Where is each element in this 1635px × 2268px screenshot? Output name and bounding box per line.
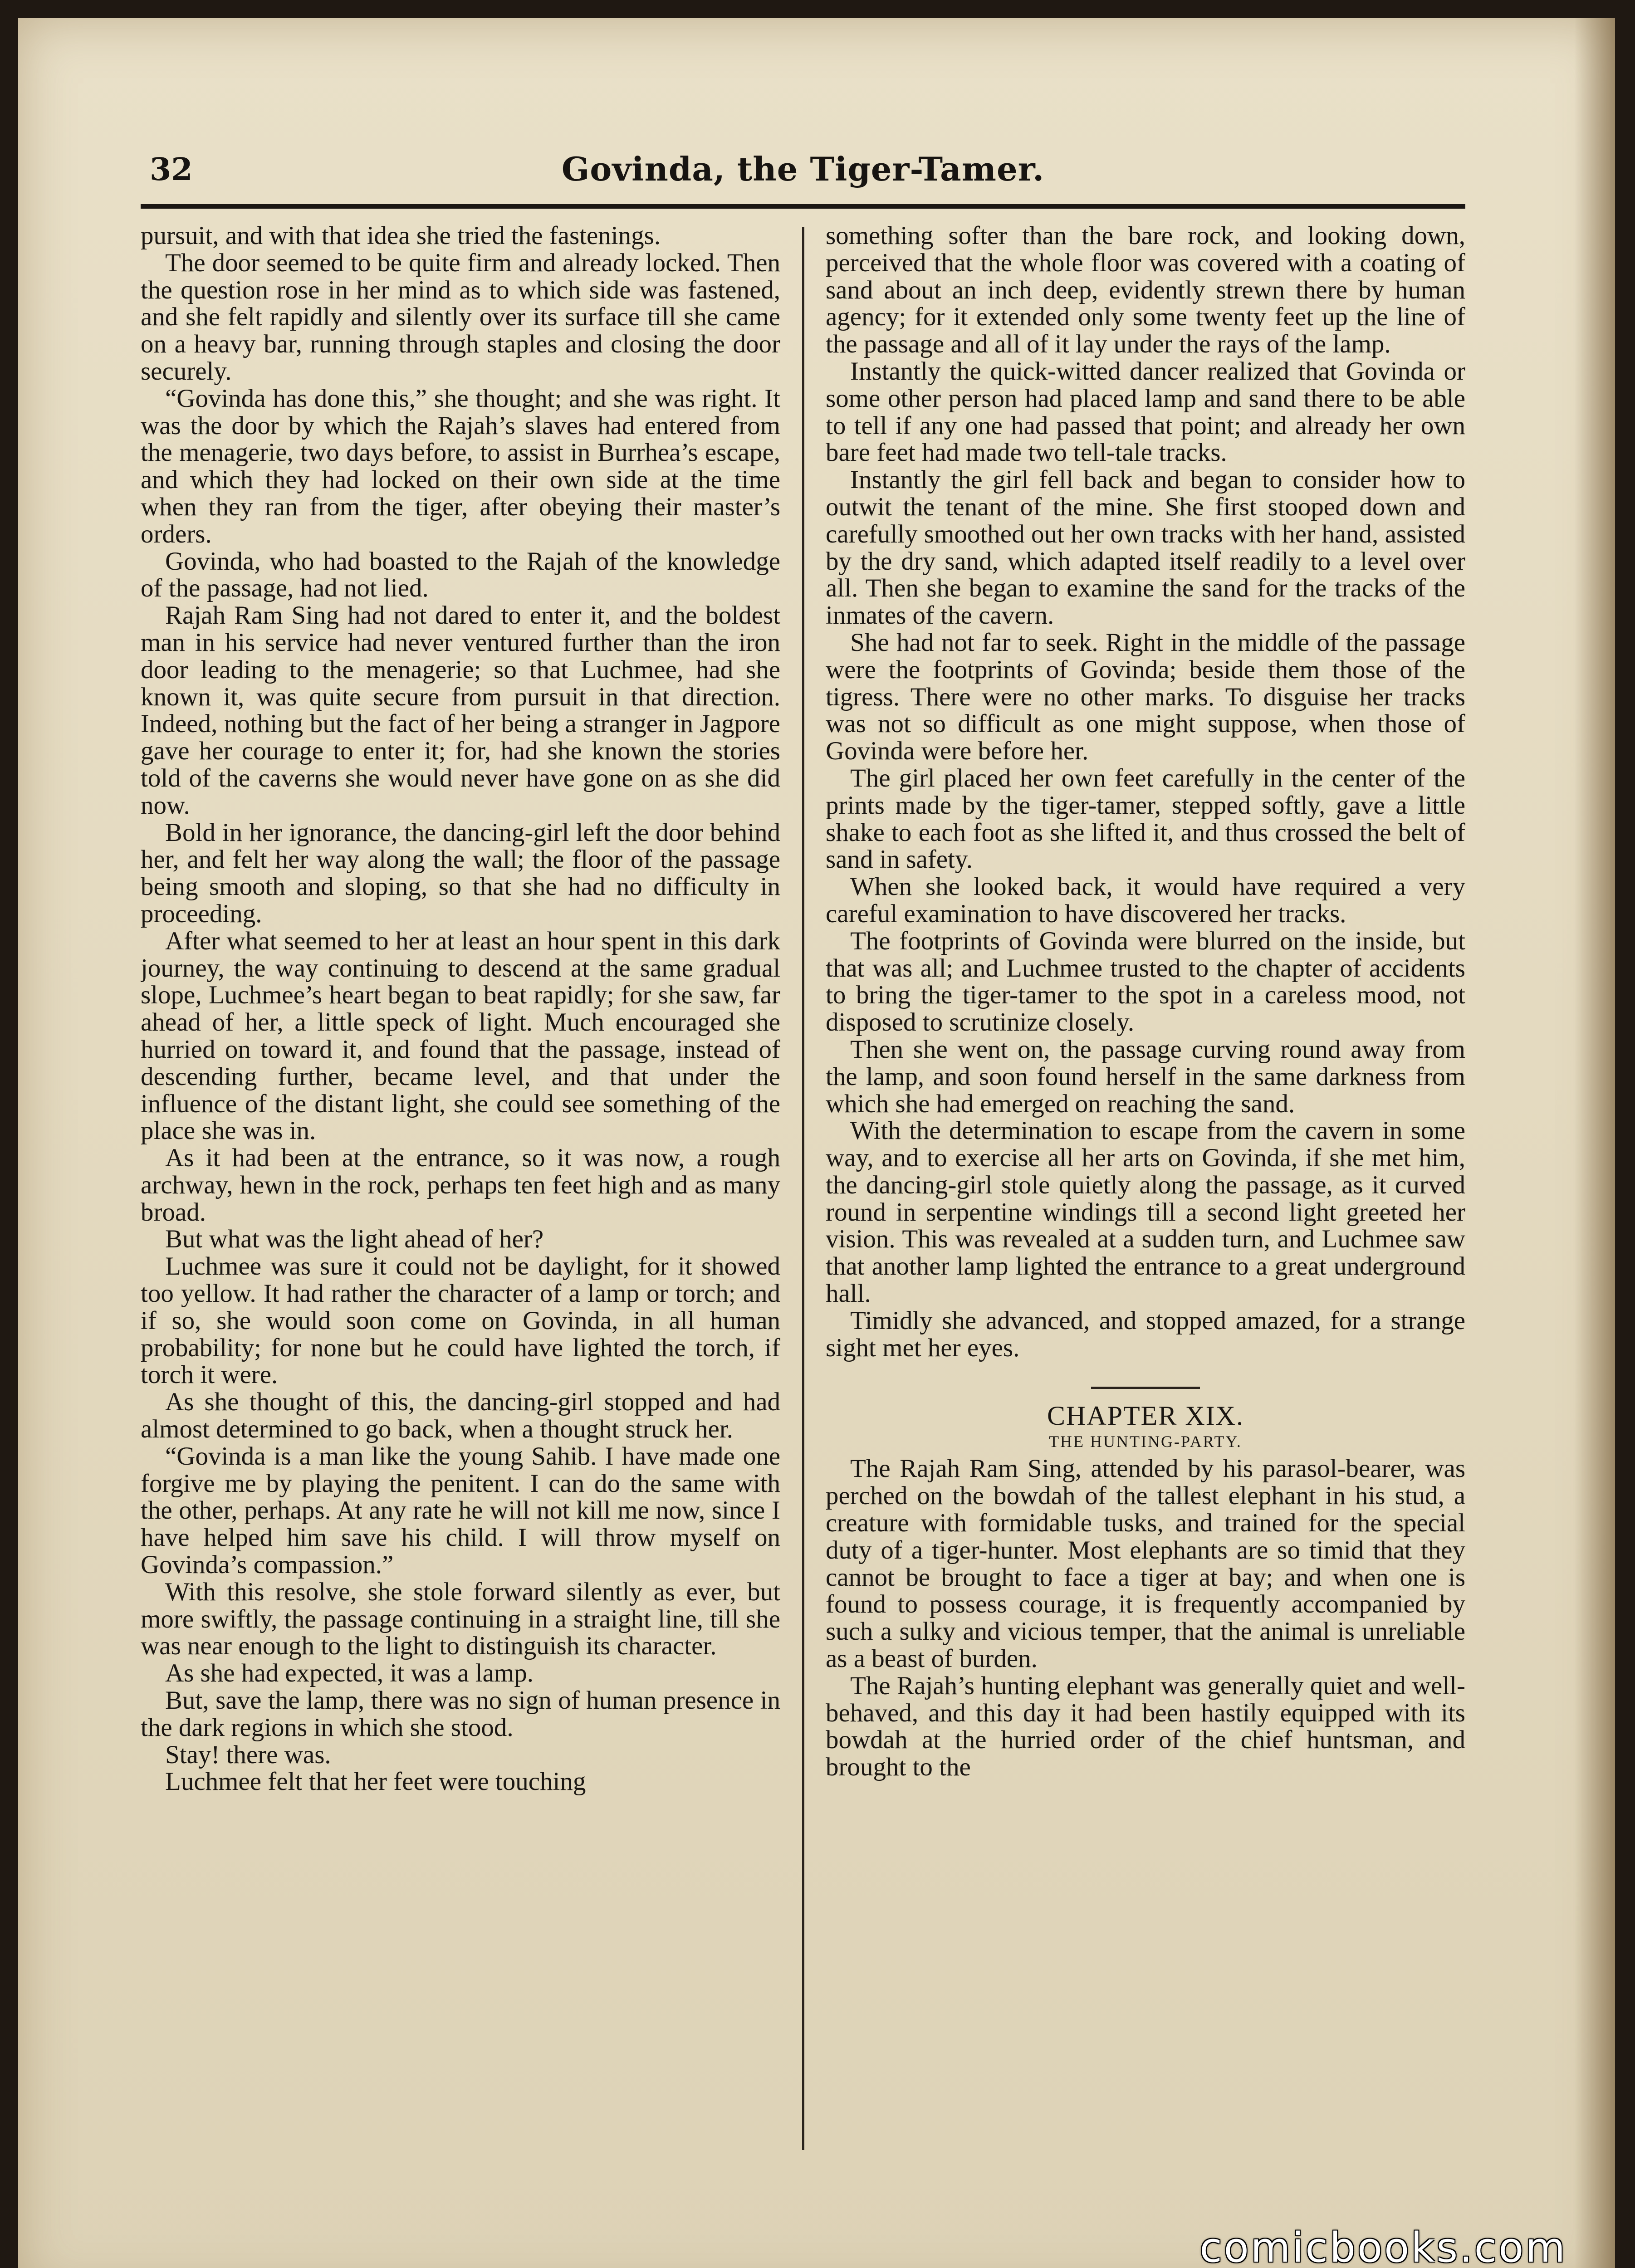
paragraph: Rajah Ram Sing had not dared to enter it, and the boldest man in his service had never ventured further than the iron door leading to the menagerie; so that Luchmee, had she known it, was quite secure from pursuit in that direction. Indeed, nothing but the fact of her being a stranger in Jagpore gave her courage to enter it; for, had she known the stories told of the caverns she would never have gone on as she did now.: [141, 601, 780, 820]
paragraph: But what was the light ahead of her?: [165, 1225, 544, 1254]
right-column: [826, 222, 1465, 2155]
paragraph: Luchmee was sure it could not be daylight, for it showed too yellow. It had rather the character of a lamp or torch; and if so, she would soon come on Govinda, in all human probability; for none but he could have lighted the torch, if torch it were.: [141, 1252, 780, 1389]
paragraph: Luchmee felt that her feet were touching: [165, 1767, 586, 1796]
chapter-subtitle: THE HUNTING-PARTY.: [1049, 1432, 1242, 1451]
left-column: [141, 222, 780, 2155]
paragraph: The Rajah Ram Sing, attended by his parasol-bearer, was perched on the bowdah of the tallest elephant in his stud, a creature with formidable tusks, and trained for the special duty of a tiger-hunter. Most elephants are so timid that they cannot be brought to face a tiger at bay; and when one is found to possess courage, it is frequently accompanied by such a sulky and vicious temper, that the animal is unreliable as a beast of burden.: [826, 1454, 1465, 1673]
paragraph: Instantly the girl fell back and began to consider how to outwit the tenant of the mine. She first stooped down and carefully smoothed out her own tracks with her hand, assisted by the dry sand, which adapted itself readily to a level over all. Then she began to examine the sand for the tracks of the inmates of the cavern.: [826, 465, 1465, 630]
paragraph: Bold in her ignorance, the dancing-girl left the door behind her, and felt her way along the wall; the floor of the passage being smooth and sloping, so that she had no difficulty in proceeding.: [141, 818, 780, 928]
paragraph: The footprints of Govinda were blurred on the inside, but that was all; and Luchmee trusted to the chapter of accidents to bring the tiger-tamer to the spot in a careless mood, not disposed to scrutinize closely.: [826, 926, 1465, 1037]
column-divider: [802, 227, 804, 2150]
paragraph: pursuit, and with that idea she tried the fastenings.: [141, 222, 661, 250]
paragraph: With the determination to escape from the cavern in some way, and to exercise all her arts on Govinda, if she met him, the dancing-girl stole quietly along the passage, as it curved round in serpentine windings till a second light greeted her vision. This was revealed at a sudden turn, and Luchmee saw that another lamp lighted the entrance to a great underground hall.: [826, 1116, 1465, 1308]
paragraph: As she had expected, it was a lamp.: [165, 1659, 534, 1688]
site-watermark: comicbooks.com: [1199, 2224, 1567, 2268]
page-number: 32: [150, 152, 193, 188]
paragraph: But, save the lamp, there was no sign of human presence in the dark regions in which she stood.: [141, 1686, 780, 1742]
paragraph: The Rajah’s hunting elephant was generally quiet and well-behaved, and this day it had been hastily equipped with its bowdah at the hurried order of the chief huntsman, and brought to the: [826, 1671, 1465, 1782]
paragraph: “Govinda has done this,” she thought; and she was right. It was the door by which the Rajah’s slaves had entered from the menagerie, two days before, to assist in Burrhea’s escape, and which they had locked on their own side at the time when they ran from the tiger, after obeying their master’s orders.: [141, 384, 780, 548]
paragraph: After what seemed to her at least an hour spent in this dark journey, the way continuing to descend at the same gradual slope, Luchmee’s heart began to beat rapidly; for she saw, far ahead of her, a little speck of light. Much encouraged she hurried on toward it, and found that the passage, instead of descending further, became level, and that under the influence of the distant light, she could see something of the place she was in.: [141, 926, 780, 1145]
page-header: [141, 136, 1465, 204]
paragraph: She had not far to seek. Right in the middle of the passage were the footprints of Govinda; beside them those of the tigress. There were no other marks. To disguise her tracks was not so difficult as one might suppose, when those of Govinda were before her.: [826, 628, 1465, 766]
paragraph: “Govinda is a man like the young Sahib. I have made one forgive me by playing the penitent. I can do the same with the other, perhaps. At any rate he will not kill me now, since I have helped him save his child. I will throw myself on Govinda’s compassion.”: [141, 1442, 780, 1579]
paragraph: As she thought of this, the dancing-girl stopped and had almost determined to go back, when a thought struck her.: [141, 1388, 780, 1444]
chapter-title: CHAPTER XIX.: [1047, 1401, 1244, 1431]
paragraph: Stay! there was.: [165, 1740, 331, 1769]
paragraph: Timidly she advanced, and stopped amazed, for a strange sight met her eyes.: [826, 1306, 1465, 1362]
running-title: Govinda, the Tiger-Tamer.: [561, 150, 1045, 188]
paragraph: Then she went on, the passage curving round away from the lamp, and soon found herself in the same darkness from which she had emerged on reaching the sand.: [826, 1035, 1465, 1118]
paragraph: Instantly the quick-witted dancer realized that Govinda or some other person had placed lamp and sand there to be able to tell if any one had passed that point; and already her own bare feet had made two tell-tale tracks.: [826, 357, 1465, 467]
paragraph: When she looked back, it would have required a very careful examination to have discovered her tracks.: [826, 872, 1465, 928]
header-rule: [141, 204, 1465, 209]
paragraph: something softer than the bare rock, and looking down, perceived that the whole floor was covered with a coating of sand about an inch deep, evidently strewn there by human agency; for it extended only some twenty feet up the line of the passage and all of it lay under the rays of the lamp.: [826, 222, 1465, 359]
page-spine-shadow: [1574, 18, 1615, 2268]
paragraph: Govinda, who had boasted to the Rajah of the knowledge of the passage, had not lied.: [141, 547, 780, 603]
paragraph: As it had been at the entrance, so it was now, a rough archway, hewn in the rock, perhaps ten feet high and as many broad.: [141, 1144, 780, 1227]
paragraph: The girl placed her own feet carefully in the center of the prints made by the tiger-tamer, stepped softly, gave a little shake to each foot as she lifted it, and thus crossed the belt of sand in safety.: [826, 763, 1465, 874]
paragraph: With this resolve, she stole forward silently as ever, but more swiftly, the passage continuing in a straight line, till she was near enough to the light to distinguish its character.: [141, 1577, 780, 1661]
chapter-rule: [1091, 1387, 1200, 1389]
paragraph: The door seemed to be quite firm and already locked. Then the question rose in her mind as to which side was fastened, and she felt rapidly and silently over its surface till she came on a heavy bar, running through staples and closing the door securely.: [141, 248, 780, 386]
